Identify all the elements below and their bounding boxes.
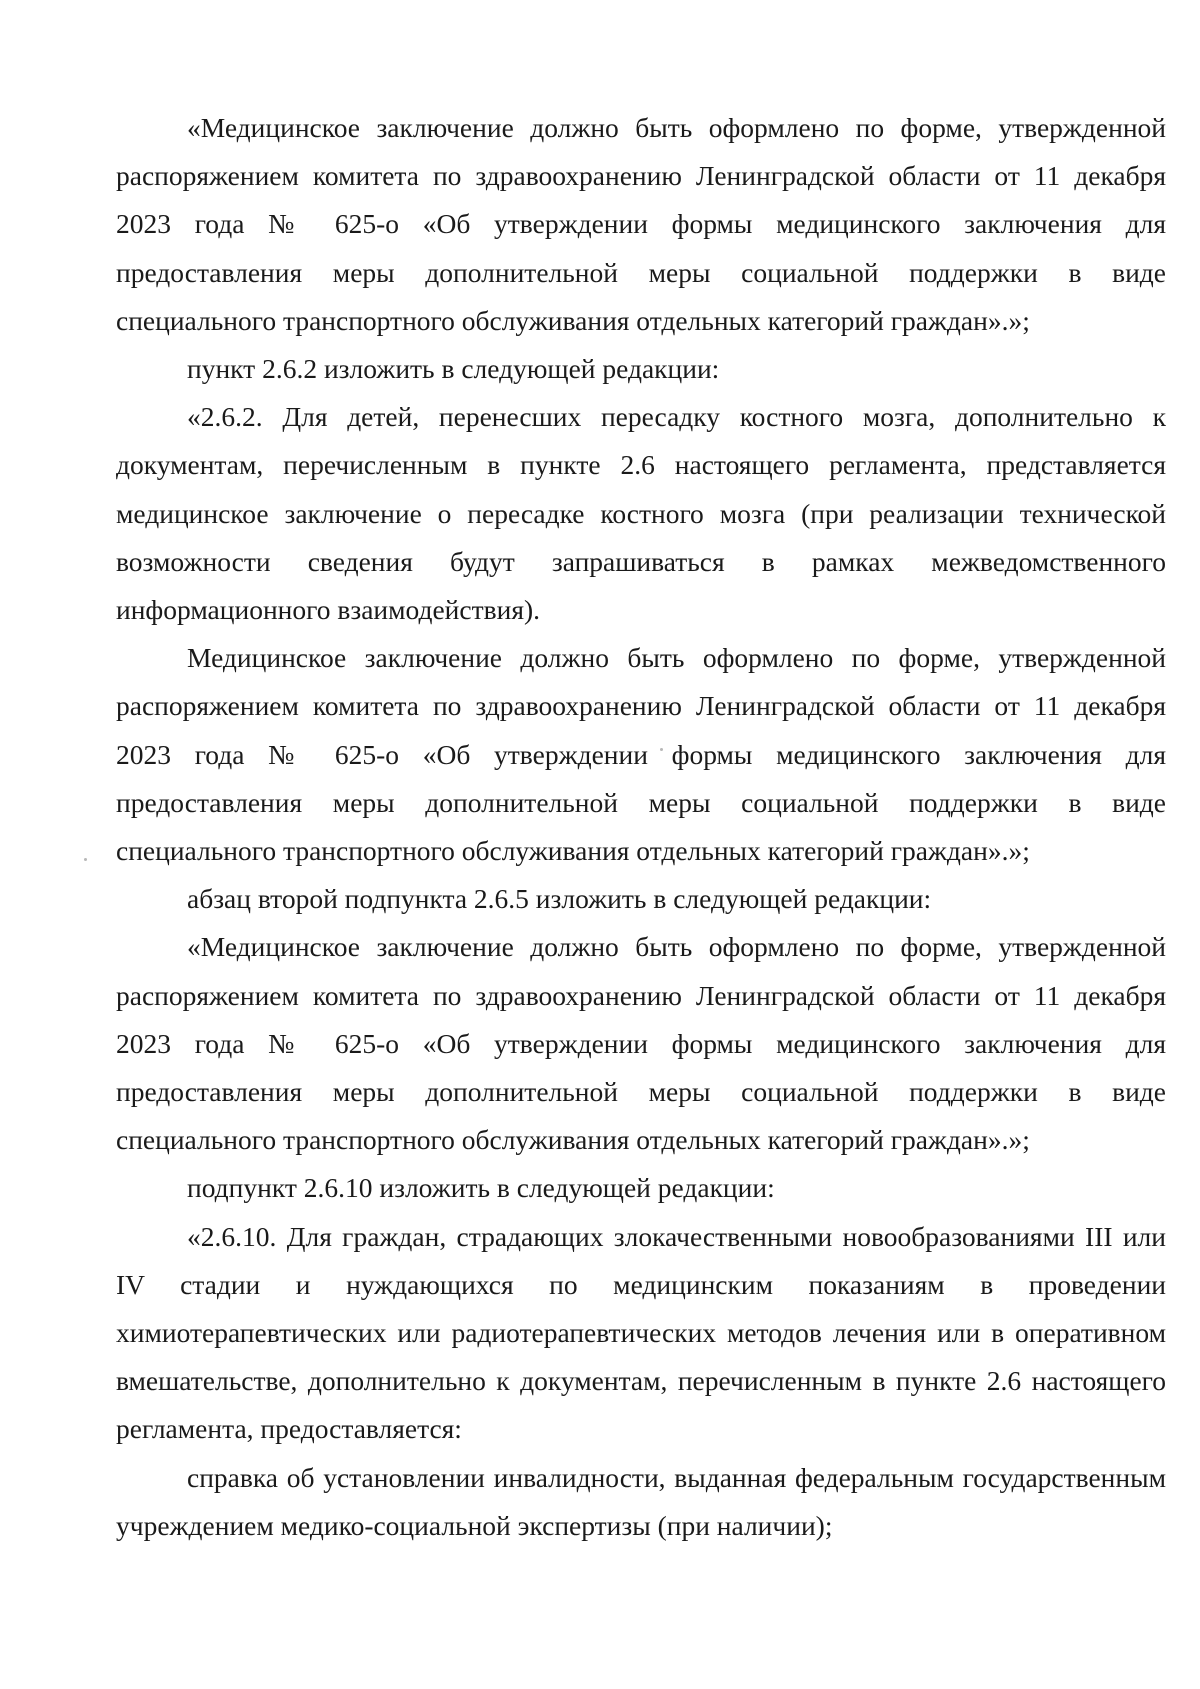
paragraph-amend-2-6-5: абзац второй подпункта 2.6.5 изложить в следующей редакции: bbox=[187, 883, 932, 915]
document-body bbox=[116, 104, 1166, 1550]
paragraph-medical-conclusion-form-3: «Медицинское заключение должно быть оформлено по форме, утвержденной распоряжением комитета по здравоохранению Ленинградской области от 11 декабря 2023 года № 625-о «Об утверждении формы медицинского заключения для предоставления меры дополнительной меры социальной поддержки в виде специального транспортного обслуживания отдельных категорий граждан».»; bbox=[116, 931, 1166, 1156]
paragraph-amend-2-6-2: пункт 2.6.2 изложить в следующей редакции: bbox=[187, 353, 720, 385]
scan-artifact-dot bbox=[84, 858, 87, 861]
paragraph-medical-conclusion-form-2: Медицинское заключение должно быть оформлено по форме, утвержденной распоряжением комитета по здравоохранению Ленинградской области от 11 декабря 2023 года № 625-о «Об утверждении формы медицинского заключения для предоставления меры дополнительной меры социальной поддержки в виде специального транспортного обслуживания отдельных категорий граждан».»; bbox=[116, 642, 1166, 867]
paragraph-amend-2-6-10: подпункт 2.6.10 изложить в следующей редакции: bbox=[187, 1172, 775, 1204]
paragraph-medical-conclusion-form: «Медицинское заключение должно быть оформлено по форме, утвержденной распоряжением комитета по здравоохранению Ленинградской области от 11 декабря 2023 года № 625-о «Об утверждении формы медицинского заключения для предоставления меры дополнительной меры социальной поддержки в виде специального транспортного обслуживания отдельных категорий граждан».»; bbox=[116, 112, 1166, 336]
paragraph-disability-certificate: справка об установлении инвалидности, выданная федеральным государственным учреждением медико-социальной экспертизы (при наличии); bbox=[116, 1461, 1166, 1541]
paragraph-2-6-10-oncology: «2.6.10. Для граждан, страдающих злокачественными новообразованиями III или IV стадии и нуждающихся по медицинским показаниям в проведении химиотерапевтических или радиотерапевтических методов лечения или в оперативном вмешательстве, дополнительно к документам, перечисленным в пункте 2.6 настоящего регламента, предоставляется: bbox=[116, 1220, 1166, 1445]
paragraph-2-6-2-bone-marrow: «2.6.2. Для детей, перенесших пересадку костного мозга, дополнительно к документам, перечисленным в пункте 2.6 настоящего регламента, представляется медицинское заключение о пересадке костного мозга (при реализации технической возможности сведения будут запрашиваться в рамках межведомственного информационного взаимодействия). bbox=[116, 401, 1166, 626]
